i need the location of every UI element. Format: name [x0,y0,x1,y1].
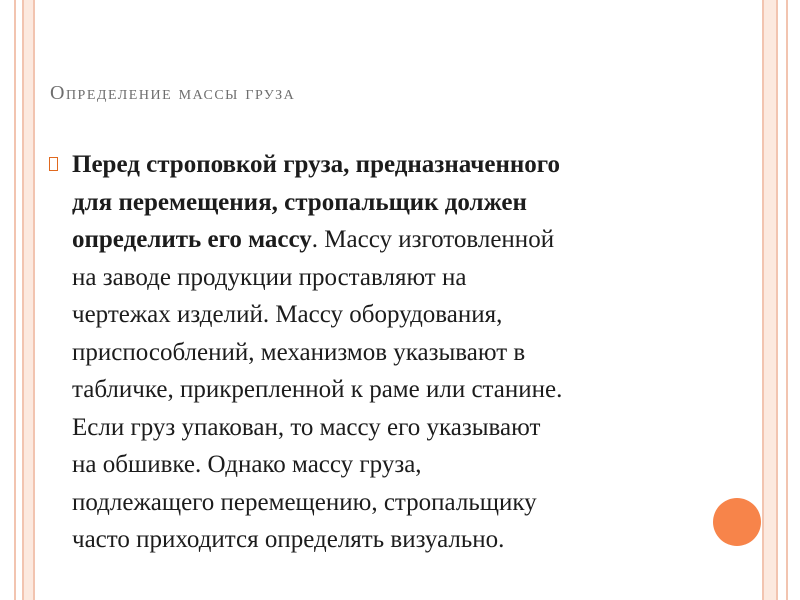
normal-line-5: табличке, прикрепленной к раме или станине. [72,376,563,403]
left-border-band [22,0,35,600]
bold-line-1: Перед строповкой груза, предназначенного [72,151,560,178]
normal-line-3: чертежах изделий. Массу оборудования, [72,301,503,328]
normal-line-9: часто приходится определять визуально. [72,526,505,553]
normal-line-4: приспособлений, механизмов указывают в [72,338,526,366]
normal-line-8: подлежащего перемещению, стропальщику [72,488,537,516]
normal-line-7: на обшивке. Однако массу груза, [72,451,422,478]
square-bullet-icon [49,157,58,171]
normal-line-6: Если груз упакован, то массу его указывают [72,413,541,441]
left-border-line [14,0,16,600]
right-border-band [762,0,778,600]
bold-line-3: определить его массу [72,226,312,253]
slide-title: Определение массы груза [50,82,296,104]
normal-line-1: . Массу изготовленной [311,226,555,253]
bold-line-2: для перемещения, стропальщик должен [72,188,527,216]
right-border-line [786,0,788,600]
bullet-paragraph [72,146,722,559]
normal-line-2: на заводе продукции проставляют на [72,263,467,291]
